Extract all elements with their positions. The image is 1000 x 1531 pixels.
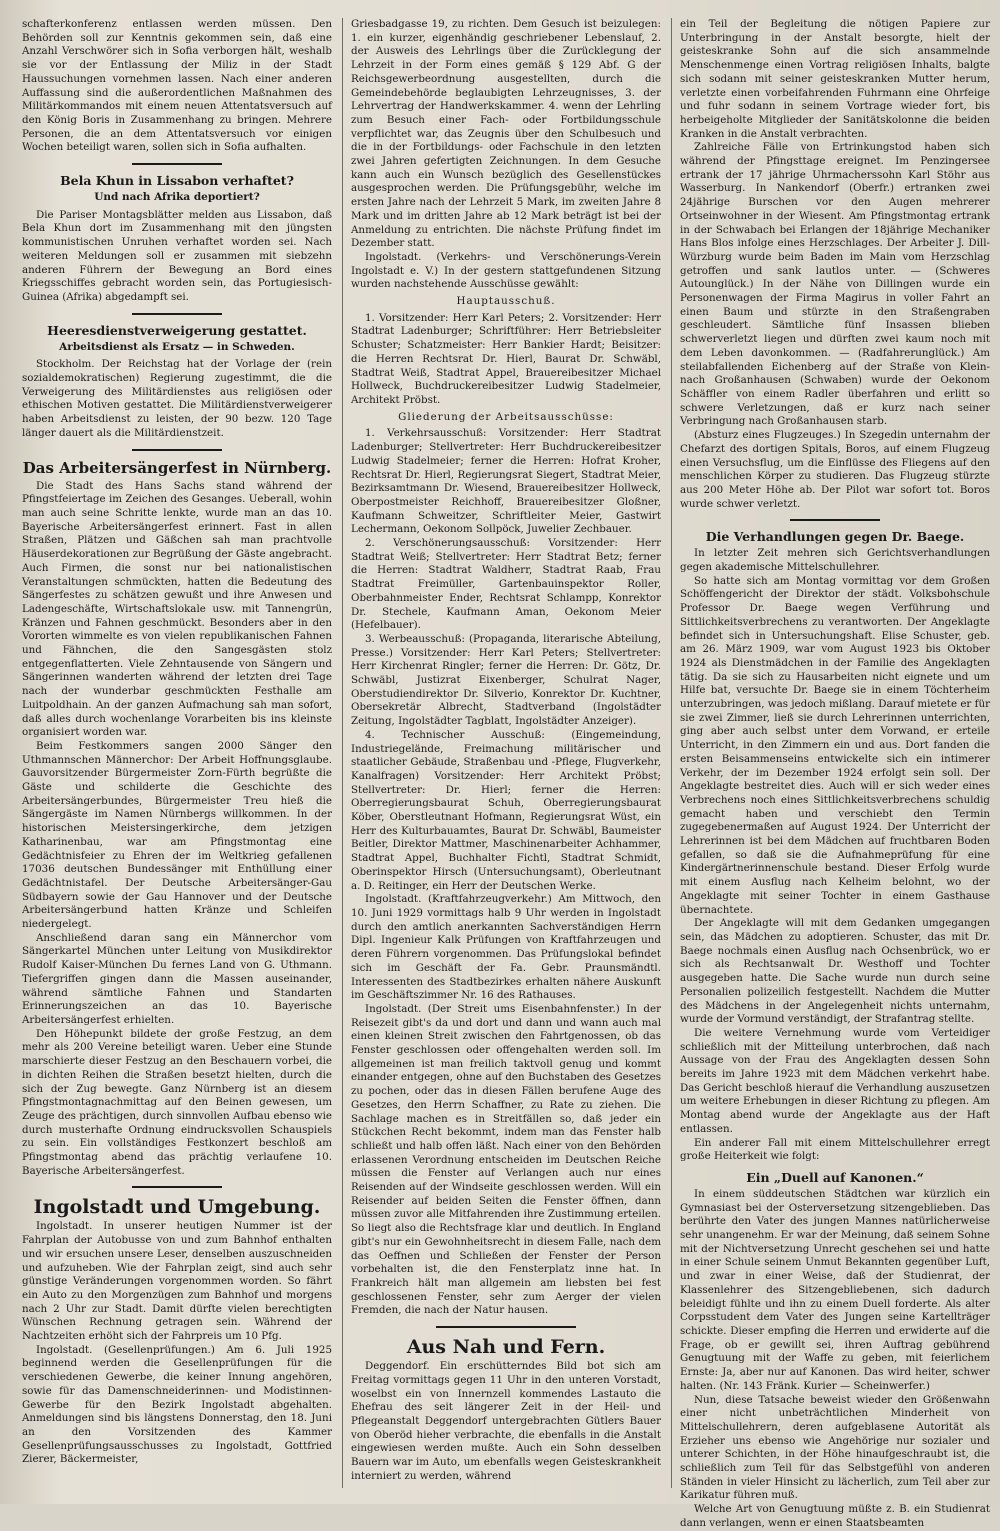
article-verein-p1: Ingolstadt. (Verkehrs- und Verschönerungs-Verein Ingolstadt e. V.) In der gestern stattgefundenen Sitzung wurden nachstehende Ausschüsse gewählt: xyxy=(351,250,661,291)
article-baege-p2: So hatte sich am Montag vormittag vor dem Großen Schöffengericht der Direktor der städt. Volksbohschule Professor Dr. Baege wegen Verführung und Sittlichkeitsverbrechens zu verantworten. Der Angeklagte befindet sich in Untersuchungshaft. Elise Schuster, geb. am 26. März 1909, war vom August 1923 bis Oktober 1924 als Dienstmädchen in der Familie des Angeklagten tätig. Da sie sich zu Hausarbeiten nicht eignete und um Hilfe bat, versuchte Dr. Baege sie in einem Töchterheim unterzubringen, was jedoch mißlang. Darauf mietete er für sie zwei Zimmer, ließ sie durch Lehrerinnen unterrichten, ging aber auch selbst unter dem Vorwand, er erteile Unterricht, in den Zimmern ein und aus. Dort fanden die ersten Beisammenseins entwickelte sich ein intimerer Verkehr, der im Dezember 1924 erfolgt sein soll. Der Angeklagte bestreitet dies. Auch will er sich weder eines Verbrechens noch eines Sittlichkeitsverbrechens schuldig gemacht haben und verschiebt den Termin zugegebenermaßen auf August 1924. Der Unterricht der Lehrerinnen ist bei dem Mädchen auf fruchtbaren Boden gefallen, so daß sie die Aufnahmeprüfung für eine Kindergärtnerinnenschule bestand. Dieser Erfolg wurde mit einem Ausflug nach Kelheim belohnt, wo der Angeklagte mit seiner Tochter in einem Gasthause übernachtete. xyxy=(680,574,990,916)
headline-fest: Das Arbeitersängerfest in Nürnberg. xyxy=(22,458,332,477)
article-verein-p4: 2. Verschönerungsausschuß: Vorsitzender: Herr Stadtrat Weiß; Stellvertreter: Herr Stadtrat Betz; ferner die Herren: Stadtrat Waldherr, Stadtrat Raab, Frau Stadtrat Freimüller, Gartenbauinspektor Roller, Oberbahnmeister Ender, Rechtsrat Schlampp, Konrektor Dr. Stechele, Kaufmann Aman, Oekonom Meier (Hefelbauer). xyxy=(351,537,661,632)
subheadline-kun: Und nach Afrika deportiert? xyxy=(94,191,260,204)
headline-heer: Heeresdienstverweigerung gestattet. xyxy=(47,322,307,338)
article-fest-p2: Beim Festkommers sangen 2000 Sänger den Uthmannschen Männerchor: Der Arbeit Hoffnungsglaube. Gauvorsitzender Bürgermeister Zorn-Fürth begrüßte die Gäste und schilderte die Geschichte des Arbeitersängerbundes, Bürgermeister Treu hieß die Sängergäste im Namen Nürnbergs willkommen. In der historischen Meistersingerkirche, dem jetzigen Katharinenbau, war am Pfingstmontag eine Gedächtnisfeier zu Ehren der im Weltkrieg gefallenen 17036 deutschen Bundessänger mit Enthüllung einer Gedächtnistafel. Der Deutsche Arbeitersänger-Gau Südbayern sowie der Gau Hannover und der Deutsche Arbeitersängerbund hatten Kränze und Schleifen niedergelegt. xyxy=(22,739,332,931)
article-fest-p3: Anschließend daran sang ein Männerchor vom Sängerkartel München unter Leitung von Musikdirektor Rudolf Kaiser-München Du fernes Land von G. Uthmann. Tiefergriffen gingen dann die Massen auseinander, während sämtliche Fahnen und Standarten Erinnerungszeichen an das 10. Bayerische Arbeitersängerfest erhielten. xyxy=(22,931,332,1026)
article-continuation: ein Teil der Begleitung die nötigen Papiere zur Unterbringung in der Anstalt besorgte, hielt der geisteskranke Sohn auf die sich ansammelnde Menschenmenge einen Vortrag religiösen Inhalts, balgte sich sodann mit seiner geisteskranken Mutter herum, verletzte einen vorbeifahrenden Fuhrmann eine Ohrfeige und fuhr sodann in seinem Vortrage wieder fort, bis herbeigeholte Mitglieder der Sanitätskolonne die beiden Kranken in die Anstalt verbrachten. xyxy=(680,18,990,140)
article-fest-p1: Die Stadt des Hans Sachs stand während der Pfingstfeiertage im Zeichen des Gesanges. Ueberall, wohin man auch seine Schritte lenkte, wurde man an das 10. Bayerische Arbeitersängerfest erinnert. Fast in allen Straßen, Plätzen und Gäßchen sah man prachtvolle Häuserdekorationen zur Begrüßung der Gäste angebracht. Auch Firmen, die sonst nur bei nationalistischen Veranstaltungen schmückten, hatten die Bedeutung des Sängerfestes zu schätzen gewußt und ihre Anwesen und Ladengeschäfte, Wirtschaftslokale usw. mit Tannengrün, Kränzen und Fahnen geschmückt. Besonders aber in den Vororten wimmelte es von vielen republikanischen Fahnen und Fähnchen, die den Sangesgästen stolz entgegenflatterten. Viele Zehntausende von Sängern und Sängerinnen wanderten während der letzten drei Tage nach der wunderbar geschmückten Festhalle am Luitpoldhain. An der ganzen Aufmachung sah man sofort, daß alles durch wochenlange Vorarbeiten bis ins kleinste organisiert worden war. xyxy=(22,479,332,739)
divider xyxy=(132,163,222,165)
subheadline-heer: Arbeitsdienst als Ersatz — in Schweden. xyxy=(59,340,295,353)
divider xyxy=(132,449,222,451)
divider xyxy=(132,313,222,315)
article-baege-p5: Ein anderer Fall mit einem Mittelschullehrer erregt große Heiterkeit wie folgt: xyxy=(680,1136,990,1163)
article-continuation: schafterkonferenz entlassen werden müssen. Den Behörden soll zur Kenntnis gekommen sein, daß eine Anzahl Verschwörer sich in Sofia verborgen hält, weshalb sie vor der Entlassung der Miliz in der Stadt Haussuchungen vornehmen lassen. Nach einer anderen Auffassung sind die außerordentlichen Maßnahmen des Militärkommandos mit einem neuen Attentatsversuch auf den König Boris in Zusammenhang zu bringen. Mehrere Personen, die an dem Attentatsversuch vor einigen Wochen beteiligt waren, sollen sich in Sofia aufhalten. xyxy=(22,18,332,154)
article-flug: (Absturz eines Flugzeuges.) In Szegedin unternahm der Chefarzt des dortigen Spitals, Boros, auf einem Flugzeug einen Versuchsflug, um die Einflüsse des Fliegens auf den menschlichen Körper zu studieren. Das Flugzeug stürzte aus 200 Meter Höhe ab. Der Pilot war sofort tot. Boros wurde schwer verletzt. xyxy=(680,429,990,510)
article-verein-p6: 4. Technischer Ausschuß: (Eingemeindung, Industriegelände, Freimachung militärischer und staatlicher Gebäude, Straßenbau und -Pflege, Flugverkehr, Kanalfragen) Vorsitzender: Herr Architekt Pröbst; Stellvertreter: Dr. Hierl; ferner die Herren: Oberregierungsbaurat Schuh, Oberregierungsbaurat Köber, Oberstleutnant Hofmann, Regierungsrat Wüst, ein Herr des Kulturbauamtes, Baurat Dr. Schwäbl, Baumeister Beitler, Direktor Mattmer, Maschinenarbeiter Achhammer, Stadtrat Appel, Buchhalter Fichtl, Stadtrat Schmidt, Oberinspektor Hirsch (Untersuchungsamt), Oberleutnant a. D. Reitinger, ein Herr der Deutschen Werke. xyxy=(351,728,661,892)
section-label-gliederung: Gliederung der Arbeitsausschüsse: xyxy=(398,410,614,423)
headline-kun: Bela Khun in Lissabon verhaftet? xyxy=(60,173,294,189)
column-right xyxy=(671,18,990,1529)
column-middle xyxy=(342,18,661,1488)
article-verein-p2: 1. Vorsitzender: Herr Karl Peters; 2. Vorsitzender: Herr Stadtrat Ladenburger; Schriftführer: Herr Betriebsleiter Schuster; Schatzmeister: Herr Bankier Hardt; Beisitzer: die Herren Rechtsrat Dr. Hierl, Baurat Dr. Schwäbl, Stadtrat Weiß, Stadtrat Appel, Brauereibesitzer Michael Hollweck, Buchdruckereibesitzer Ludwig Stadelmeier, Architekt Pröbst. xyxy=(351,311,661,406)
headline-ingolstadt: Ingolstadt und Umgebung. xyxy=(33,1196,321,1219)
article-unfall: Zahlreiche Fälle von Ertrinkungstod haben sich während der Pfingsttage ereignet. Im Penzingersee ertrank der 17 jährige Uhrmacherssohn Karl Stöhr aus Wasserburg. In Nankendorf (Oberfr.) ertranken zwei 24jährige Burschen vor den Augen mehrerer Ortseinwohner in der Wiesent. Am Pfingstmontag ertrank in der Schwabach bei Erlangen der 18jährige Mechaniker Hans Blos infolge eines Herzschlages. Der Arbeiter J. Dill-Würzburg wurde beim Baden im Main vom Herzschlag getroffen und sank lautlos unter. — (Schweres Autounglück.) In der Nähe von Dillingen wurde ein Personenwagen der Firma Magirus in voller Fahrt an einen Baum und stürzte in den Straßengraben geschleudert. Sämtliche fünf Insassen blieben schwerverletzt liegen und dürften zwei kaum noch mit dem Leben davonkommen. — (Radfahrerunglück.) Am steilabfallenden Eichenberg auf der Straße von Klein- nach Großanhausen (Schwaben) wurde der Oekonom Schäffler von einem Radler überfahren und erlitt so schwere Verletzungen, daß er kurz nach seiner Verbringung nach Großanhausen starb. xyxy=(680,141,990,428)
article-deggendorf: Deggendorf. Ein erschütterndes Bild bot sich am Freitag vormittags gegen 11 Uhr in den unteren Vorstadt, woselbst ein von Innernzell kommendes Lastauto die Ehefrau des seit längerer Zeit in der Heil- und Pflegeanstalt Deggendorf untergebrachten Gütlers Bauer von Oberöd hieher verbrachte, die ebenfalls in die Anstalt eingewiesen werden mußte. Auch ein Sohn desselben Bauern war im Auto, um ebenfalls wegen Geisteskrankheit interniert zu werden, während xyxy=(351,1360,661,1482)
article-ingol-p1: Ingolstadt. In unserer heutigen Nummer ist der Fahrplan der Autobusse von und zum Bahnhof enthalten und wir ersuchen unsere Leser, denselben auszuschneiden und aufzuheben. Wie der Fahrplan zeigt, sind auch sehr günstige Veränderungen vorgenommen worden. So fährt ein Auto zu den Morgenzügen zum Bahnhof und morgens nach 2 Uhr zur Stadt. Damit dürfte vielen berechtigten Wünschen Rechnung getragen sein. Während der Nachtzeiten erhöht sich der Fahrpreis um 10 Pfg. xyxy=(22,1220,332,1343)
article-verein-p5: 3. Werbeausschuß: (Propaganda, literarische Abteilung, Presse.) Vorsitzender: Herr Karl Peters; Stellvertreter: Herr Kirchenrat Ringler; ferner die Herren: Dr. Götz, Dr. Schwäbl, Justizrat Eixenberger, Schulrat Nager, Oberstudiendirektor Dr. Silverio, Konrektor Dr. Kuchtner, Obersekretär Albrecht, Stadtverband (Ingolstädter Zeitung, Ingolstädter Tagblatt, Ingolstädter Anzeiger). xyxy=(351,632,661,728)
article-ingol-p2: Ingolstadt. (Gesellenprüfungen.) Am 6. Juli 1925 beginnend werden die Gesellenprüfungen für die verschiedenen Gewerbe, die keiner Innung angehören, sowie für das Damenschneiderinnen- und Modistinnen-Gewerbe für den Bezirk Ingolstadt abgehalten. Anmeldungen sind bis längstens Donnerstag, den 18. Juni an den Vorsitzenden des Kammer Gesellenprüfungsausschusses zu Ingolstadt, Gottfried Zierer, Bäckermeister, xyxy=(22,1343,332,1466)
article-duell-p1: In einem süddeutschen Städtchen war kürzlich ein Gymnasiast bei der Osterversetzung sitzengeblieben. Das berührte den Vater des jungen Mannes natürlicherweise sehr unangenehm. Er war der Meinung, daß seinem Sohne mit der Nichtversetzung Unrecht geschehen sei und hatte in einer Schule seinem Unmut Bekannten gegenüber Luft, und zwar in einer Weise, daß der Studienrat, der Klassenlehrer des Sitzengebliebenen, sich dadurch beleidigt fühlte und ihn zu einem Duell forderte. Als alter Corpsstudent dem Vater des Jungen seine Kartellträger schickte. Dieser empfing die Herren und erwiderte auf die Frage, ob er gewillt sei, ihren Auftrag gebührend Genugtuung mit der Waffe zu geben, mit feierlichem Ernste: Ja, aber nur auf Kanonen. Das wird heiter, schwer halten. (Nr. 143 Fränk. Kurier — Scheinwerfer.) xyxy=(680,1187,990,1392)
article-heer: Stockholm. Der Reichstag hat der Vorlage der (rein sozialdemokratischen) Regierung zugestimmt, die die Verweigerung des Militärdienstes aus religiösen oder ethischen Motiven gestattet. Die Militärdienstverweigerer haben Arbeitsdienst zu leisten, der 90 bezw. 120 Tage länger dauert als die Militärdienstzeit. xyxy=(22,358,332,439)
article-baege-p1: In letzter Zeit mehren sich Gerichtsverhandlungen gegen akademische Mittelschullehrer. xyxy=(680,547,990,574)
section-label-haupt: Hauptausschuß. xyxy=(456,295,556,308)
article-duell-p3: Welche Art von Genugtuung müßte z. B. ein Studienrat dann verlangen, wenn er einen Staatsbeamten xyxy=(680,1503,990,1529)
divider xyxy=(132,1186,222,1188)
article-kun: Die Pariser Montagsblätter melden aus Lissabon, daß Bela Khun dort im Zusammenhang mit den jüngsten kommunistischen Unruhen verhaftet worden sei. Nach weiteren Meldungen soll er zusammen mit siebzehn anderen Führern der Bewegung an Bord eines Kriegsschiffes gebracht worden sein, das Portugiesisch-Guinea (Afrika) abgedampft sei. xyxy=(22,208,332,303)
article-continuation: Griesbadgasse 19, zu richten. Dem Gesuch ist beizulegen: 1. ein kurzer, eigenhändig geschriebener Lebenslauf, 2. der Ausweis des Lehrlings über die Zurücklegung der Lehrzeit in der Form eines gemäß § 129 Abf. G der Reichsgewerbeordnung ausgestellten, durch die Gemeindebehörde beglaubigten Lehrzeugnisses, 3. der Lehrvertrag der Handwerkskammer. 4. wenn der Lehrling zum Besuch einer Fach- oder Fortbildungsschule verpflichtet war, das Zeugnis über den Schulbesuch und die in der Fortbildungs- oder Fachschule in den letzten zwei Jahren gefertigten Zeichnungen. In dem Gesuche kann auch ein Wunsch bezüglich des Gesellenstückes ausgesprochen werden. Die Prüfungsgebühr, welche im ersten Jahre nach der Lehrzeit 5 Mark, im zweiten Jahre 8 Mark und im dritten Jahre ab 12 Mark beträgt ist bei der Anmeldung zu entrichten. Die nächste Prüfung findet im Dezember statt. xyxy=(351,18,661,250)
article-baege-p3: Der Angeklagte will mit dem Gedanken umgegangen sein, das Mädchen zu adoptieren. Schuster, das mit Dr. Baege nochmals einen Ausflug nach Ochsenbrück, wo er sich als Rechtsanwalt Dr. Westhoff und Tochter ausgegeben hatte. Die Sache wurde nun durch seine Personalien polizeilich festgestellt. Nachdem die Mutter des Mädchens in der Angelegenheit nichts unternahm, wurde der Vormund verständigt, der Strafantrag stellte. xyxy=(680,917,990,1026)
article-fenster: Ingolstadt. (Der Streit ums Eisenbahnfenster.) In der Reisezeit gibt's da und dort und dann und wann auch mal einen kleinen Streit zwischen den Fahrtgenossen, ob das Fenster geschlossen oder offengehalten werden soll. Im allgemeinen ist man freilich taktvoll genug und kommt einander entgegen, ohne auf den Buchstaben des Gesetzes zu pochen, oder das in diesen Fällen berufene Auge des Gesetzes, den Herrn Schaffner, zu Rate zu ziehen. Die Sachlage machen es in Streitfällen so, daß jeder ein Stückchen Recht bekommt, indem man das Fenster halb schließt und halb offen läßt. Nach einer von den Behörden erlassenen Verordnung entscheiden im Deutschen Reiche müssen die Fenster auf Verlangen auch nur eines Reisenden auf der Windseite geschlossen werden. Will ein Reisender auf beiden Seiten die Fenster öffnen, dann müssen zuvor alle Mitfahrenden ihre Zustimmung erteilen. So liegt also die Rechtsfrage klar und deutlich. In England gibt's nur ein Gewohnheitsrecht in diesem Falle, nach dem das Oeffnen und Schließen der Fenster der Person vorbehalten ist, die den Fensterplatz inne hat. In Frankreich hält man allgemein am liebsten bei fest geschlossenen Fenster, sehr zum Aerger der vielen Fremden, die nach der Natur hausen. xyxy=(351,1002,661,1317)
article-duell-p2: Nun, diese Tatsache beweist wieder den Größenwahn einer nicht unbeträchtlichen Minderheit von Mittelschullehrern, deren aufgeblasene Autorität als Erzieher uns ebenso wie Angehörige nur sozialer und unterer Schichten, in der Höhe hinaufgeschraubt ist, die schließlich zum Teil für das Selbstgefühl von anderen Ständen in vieler Hinsicht zu lächerlich, zum Teil aber zur Karikatur führen muß. xyxy=(680,1393,990,1502)
column-left xyxy=(22,18,332,1488)
divider xyxy=(790,519,880,521)
article-fest-p4: Den Höhepunkt bildete der große Festzug, an dem mehr als 200 Vereine beteiligt waren. Ueber eine Stunde marschierte dieser Festzug an den Beschauern vorbei, die in dichten Reihen die Straßen besetzt hielten, durch die sich der Zug bewegte. Ganz Nürnberg ist an diesem Pfingstmontagnachmittag auf den Beinen gewesen, um Zeuge des prächtigen, durch sinnvollen Aufbau ebenso wie durch musterhafte Ordnung eindrucksvollen Schauspiels zu sein. Ein vollständiges Festkonzert beschloß am Pfingstmontag abend das prächtig verlaufene 10. Bayerische Arbeitersängerfest. xyxy=(22,1027,332,1177)
article-kraft: Ingolstadt. (Kraftfahrzeugverkehr.) Am Mittwoch, den 10. Juni 1929 vormittags halb 9 Uhr werden in Ingolstadt durch den amtlich anerkannten Sachverständigen Herrn Dipl. Ingenieur Kalk Prüfungen von Kraftfahrzeugen und deren Führern vorgenommen. Das Prüfungslokal befindet sich im Geschäft der Fa. Gebr. Praunsmändtl. Interessenten des Stadtbezirkes erhalten nähere Auskunft im Geschäftszimmer Nr. 16 des Rathauses. xyxy=(351,893,661,1002)
headline-nah-fern: Aus Nah und Fern. xyxy=(406,1336,606,1359)
columns xyxy=(22,18,990,1529)
divider xyxy=(436,1326,576,1328)
headline-duell: Ein „Duell auf Kanonen.“ xyxy=(746,1169,924,1185)
headline-baege: Die Verhandlungen gegen Dr. Baege. xyxy=(705,529,965,545)
article-verein-p3: 1. Verkehrsausschuß: Vorsitzender: Herr Stadtrat Ladenburger; Stellvertreter: Herr Buchdruckereibesitzer Ludwig Stadelmeier; ferner die Herren: Hofrat Kroher, Rechtsrat Dr. Hierl, Regierungsrat Siegert, Stadtrat Meier, Bezirksamtmann Dr. Wiesend, Brauereibesitzer Hollweck, Oberpostmeister Reichhoff, Brauereibesitzer Gloßner, Kaufmann Schweitzer, Schriftleiter Meier, Gastwirt Lechermann, Oekonom Sollpöck, Juwelier Zechbauer. xyxy=(351,427,661,536)
article-baege-p4: Die weitere Vernehmung wurde vom Verteidiger schließlich mit der Mitteilung unterbrochen, daß nach Aussage von der Frau des Angeklagten dessen Sohn bereits im Jahre 1923 mit dem Mädchen verkehrt habe. Das Gericht beschloß hierauf die Verhandlung auszusetzen um weitere Erhebungen in dieser Richtung zu pflegen. Am Montag abend wurde der Angeklagte aus der Haft entlassen. xyxy=(680,1026,990,1135)
